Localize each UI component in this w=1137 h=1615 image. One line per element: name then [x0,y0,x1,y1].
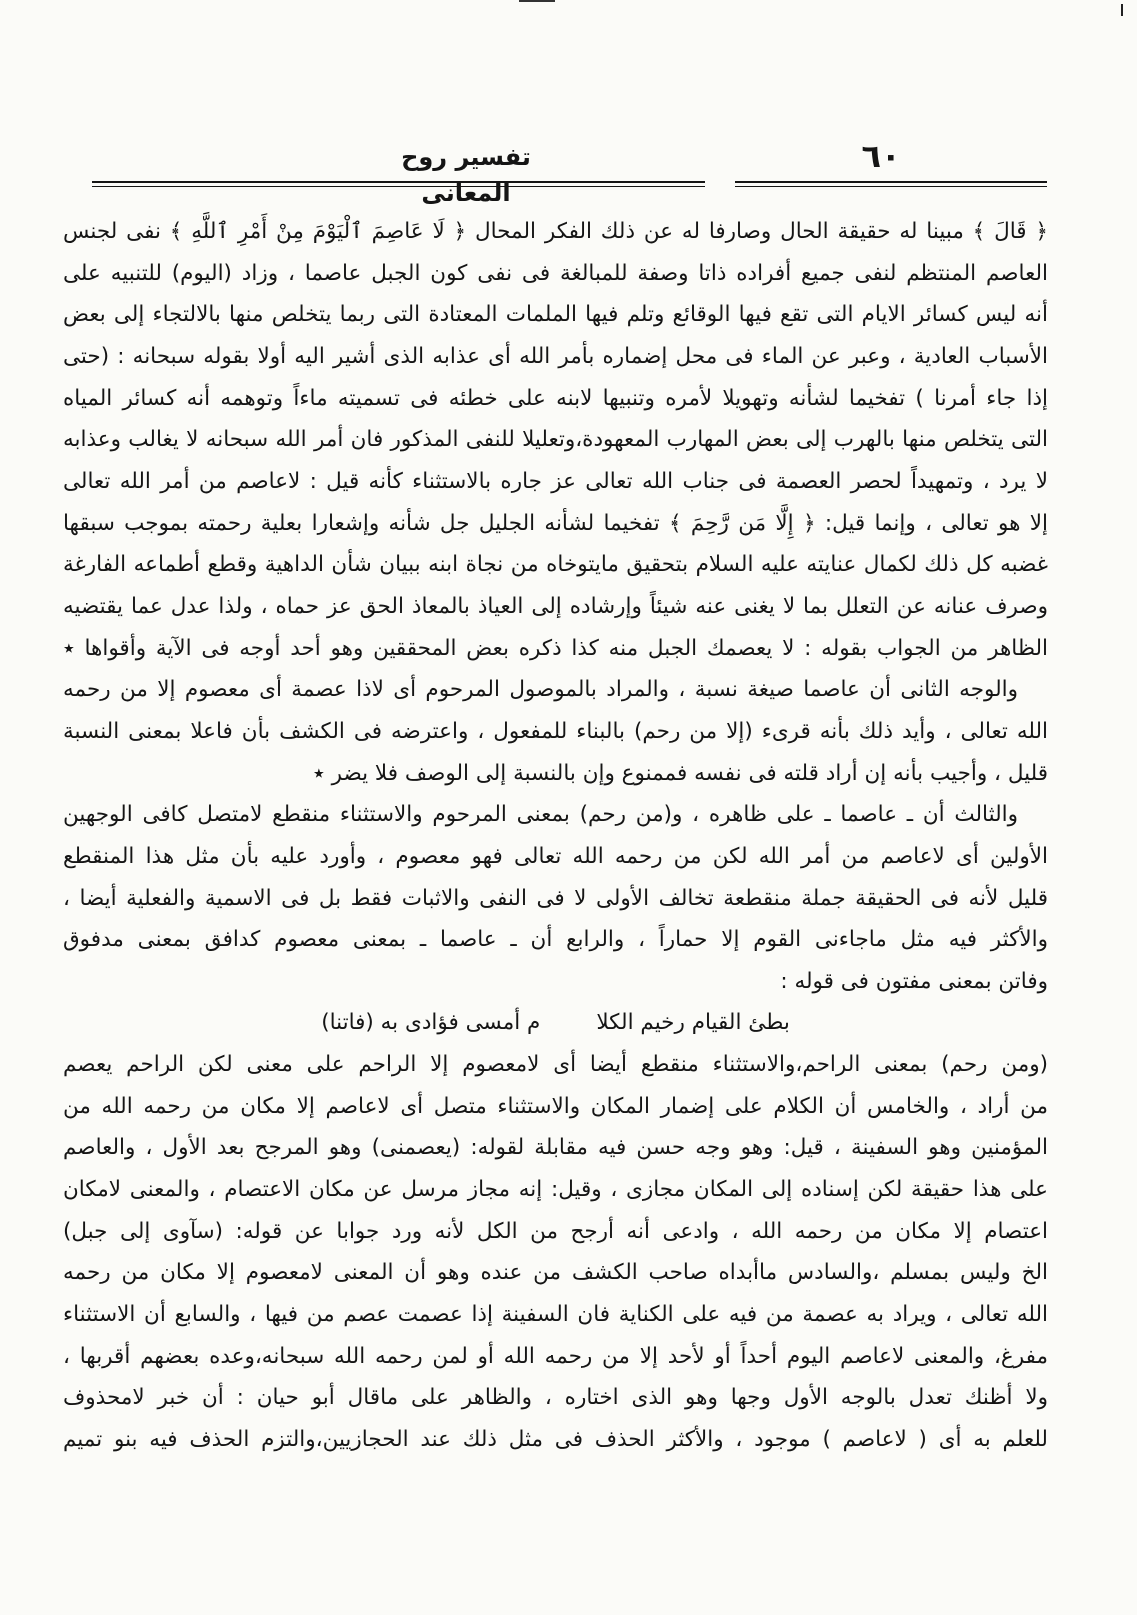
running-title: تفسير روح المعانى [401,143,531,207]
paragraph-last-line: وفاتن بمعنى مفتون فى قوله : [780,968,1048,994]
text-line: ﴿ قَالَ ﴾ مبينا له حقيقة الحال وصارفا له عن ذلك الفكر المحال ﴿ لَا عَاصِمَ ٱلْيَوْمَ مِنْ أَمْرِ ٱللَّهِ ﴾ نفى لجنس [63,219,1048,244]
verse-hemistich-first: بطئ القيام رخيم الكلا [596,1010,790,1036]
text-line: على هذا حقيقة لكن إسناده إلى المكان مجازى ، وقيل: إنه مجاز مرسل عن مكان الاعتصام ، والمعنى لامكان [63,1177,1048,1203]
text-line: الظاهر من الجواب بقوله : لا يعصمك الجبل منه كذا ذكره بعض المحققين وهو أحد أوجه فى الآية وأقواها ٭ [63,635,1048,661]
text-line: (ومن رحم) بمعنى الراحم،والاستثناء منقطع أيضا أى لامعصوم إلا الراحم على معنى لكن الراحم يعصم [63,1052,1048,1078]
text-line: المؤمنين وهو السفينة ، قيل: وهو وجه حسن فيه مقابلة لقوله: (يعصمنى) وهو المرجح بعد الأول ، والعاصم [63,1135,1048,1161]
scan-mark [1121,4,1123,16]
commentary-text [63,211,1048,1461]
text-line: إلا هو تعالى ، وإنما قيل: ﴿ إِلَّا مَن رَّحِمَ ﴾ تفخيما لشأنه الجليل جل شأنه وإشعارا بعلية رحمته بموجب سبقها [63,510,1048,536]
paragraph-last-line: قليل ، وأجيب بأنه إن أراد قلته فى نفسه فممنوع وإن بالنسبة إلى الوصف فلا يضر ٭ [313,760,1048,786]
text-line: من أراد ، والخامس أن الكلام على إضمار المكان والاستثناء متصل أى لاعاصم إلا مكان من رحمه الله من [63,1093,1048,1119]
text-line: اعتصام إلا مكان من رحمه الله ، وادعى أنه أرجح من الكل لأنه ورد جوابا عن قوله: (سآوى إلى جبل) [63,1218,1048,1244]
text-line: أنه ليس كسائر الايام التى تقع فيها الوقائع وتلم فيها الملمات المعتادة التى ربما يتخلص منها بالالتجاء إلى بعض [63,302,1048,328]
text-line: والأكثر فيه مثل ماجاءنى القوم إلا حماراً ، والرابع أن ـ عاصما ـ بمعنى معصوم كدافق بمعنى مدفوق [63,927,1048,953]
text-line: للعلم به أى ( لاعاصم ) موجود ، والأكثر الحذف فى مثل ذلك عند الحجازيين،والتزم الحذف فيه بنو تميم [63,1427,1048,1453]
text-line: قليل لأنه فى الحقيقة جملة منقطعة تخالف الأولى لا فى النفى والاثبات فقط بل فى الاسمية والفعلية أيضا ، [63,885,1048,911]
text-line: لا يرد ، وتمهيداً لحصر العصمة فى جناب الله تعالى عز جاره بالاستثناء كأنه قيل : لاعاصم من أمر الله تعالى [63,468,1048,494]
text-line: وصرف عنانه عن التعلل بما لا يغنى عنه شيئاً وإرشاده إلى العياذ بالمعاذ الحق عز حماه ، ولذا عدل عما يقتضيه [63,593,1048,619]
page-number: ٦٠ [861,137,901,175]
text-line: الخ وليس بمسلم ،والسادس ماأبداه صاحب الكشف من عنده وهو أن المعنى لامعصوم إلا مكان من رحمه [63,1260,1048,1286]
header-rule [735,181,1047,187]
text-line: الأسباب العادية ، وعبر عن الماء فى محل إضماره بأمر الله أى عذابه الذى أشير اليه أولا بقوله سبحانه : (حتى [63,343,1048,369]
text-line: العاصم المنتظم لنفى جميع أفراده ذاتا وصفة للمبالغة فى نفى كون الجبل عاصما ، وزاد (اليوم) للتنبيه على [63,260,1048,286]
text-line: الله تعالى ، وأيد ذلك بأنه قرىء (إلا من رحم) بالبناء للمفعول ، واعترضه فى الكشف بأن فاعلا بمعنى النسبة [63,718,1048,744]
paragraph-first-line: والثالث أن ـ عاصما ـ على ظاهره ، و(من رحم) بمعنى المرحوم والاستثناء منقطع لامتصل كافى الوجهين [63,802,1018,828]
text-line: الله تعالى ، ويراد به عصمة من فيه على الكناية فان السفينة إذا عصمت عصم من فيها ، والسابع أن الاستثناء [63,1302,1048,1328]
verse-hemistich-second: م أمسى فؤادى به (فاتنا) [321,1010,541,1036]
header-rule [92,181,705,187]
text-line: ولا أظنك تعدل بالوجه الأول وجها وهو الذى اختاره ، والظاهر على ماقال أبو حيان : أن خبر لامحذوف [63,1385,1048,1411]
text-line: مفرغ، والمعنى لاعاصم اليوم أحداً أو لأحد إلا من رحمه الله أو لمن رحمه الله سبحانه،وعده بعضهم أقربها ، [63,1343,1048,1369]
verse-line [63,1002,1048,1044]
text-line: إذا جاء أمرنا ) تفخيما لشأنه وتهويلا لأمره وتنبيها لابنه على خطئه فى تسميته ماءاً وتوهمه أنه كسائر المياه [63,385,1048,411]
text-line: غضبه كل ذلك لكمال عنايته عليه السلام بتحقيق مايتوخاه من نجاة ابنه ببيان شأن الداهية وقطع أطماعه الفارغة [63,552,1048,578]
scan-mark [519,0,555,2]
text-line: التى يتخلص منها بالهرب إلى بعض المهارب المعهودة،وتعليلا للنفى المذكور فان أمر الله سبحانه لا يغالب وعذابه [63,427,1048,453]
paragraph-first-line: والوجه الثانى أن عاصما صيغة نسبة ، والمراد بالموصول المرحوم أى لاذا عصمة أى معصوم إلا من رحمه [63,677,1018,703]
text-line: الأولين أى لاعاصم من أمر الله لكن من رحمه الله تعالى فهو معصوم ، وأورد عليه بأن مثل هذا المنقطع [63,843,1048,869]
